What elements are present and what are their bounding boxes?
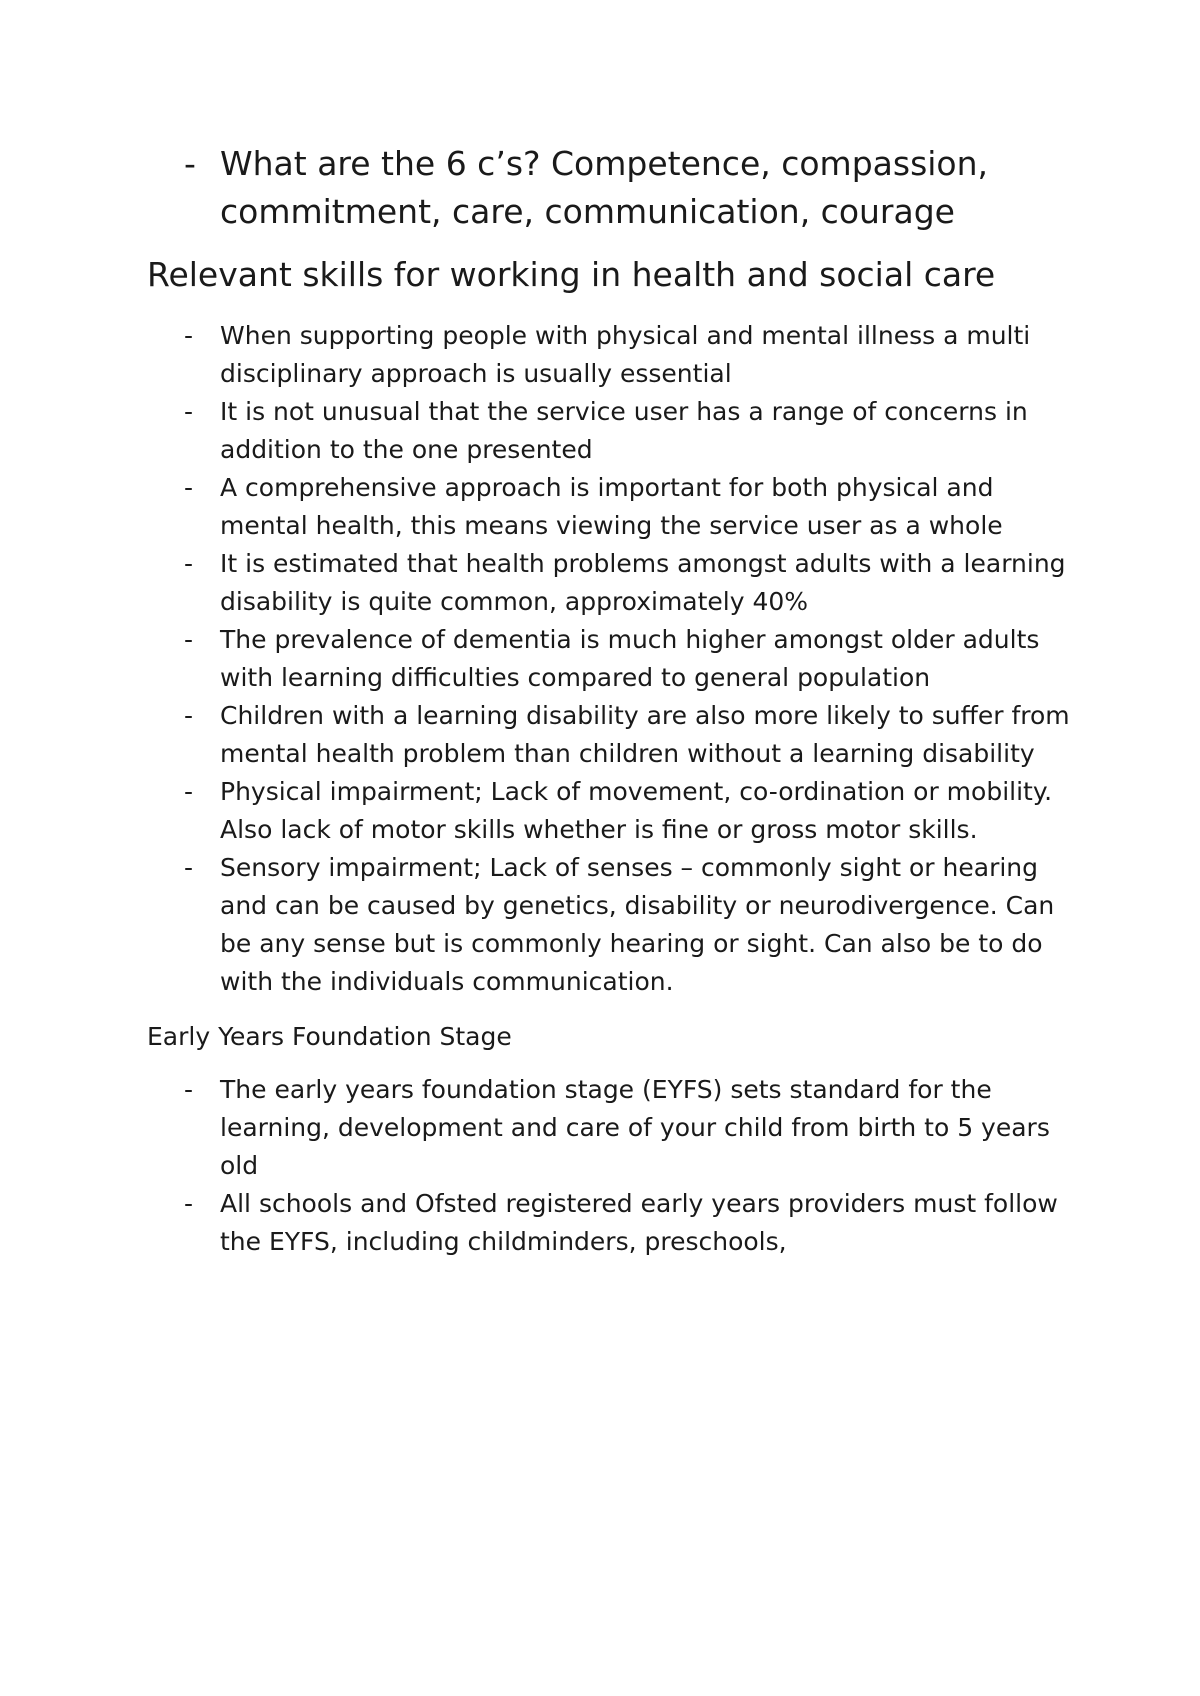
list-item-text: The early years foundation stage (EYFS) sets standard for the learning, development and care of your child from birth to 5 years old <box>220 1075 1050 1180</box>
relevant-skills-list <box>147 317 1077 1001</box>
list-item-text: A comprehensive approach is important for both physical and mental health, this means viewing the service user as a whole <box>220 473 1003 540</box>
dash-bullet: - <box>184 1075 194 1104</box>
dash-bullet: - <box>184 549 194 578</box>
dash-bullet: - <box>184 777 194 806</box>
document-page <box>147 140 1077 1261</box>
list-item <box>147 773 1077 849</box>
list-item <box>147 697 1077 773</box>
list-item <box>147 140 1077 236</box>
list-item-text: Physical impairment; Lack of movement, co-ordination or mobility. Also lack of motor skills whether is fine or gross motor skills. <box>220 777 1053 844</box>
dash-bullet: - <box>184 144 196 183</box>
list-item <box>147 393 1077 469</box>
eyfs-list <box>147 1071 1077 1261</box>
section-heading-relevant-skills: Relevant skills for working in health and social care <box>147 255 996 294</box>
dash-bullet: - <box>184 473 194 502</box>
list-item <box>147 317 1077 393</box>
dash-bullet: - <box>184 321 194 350</box>
list-item-text: All schools and Ofsted registered early years providers must follow the EYFS, including childminders, preschools, <box>220 1189 1058 1256</box>
dash-bullet: - <box>184 625 194 654</box>
list-item-text: When supporting people with physical and mental illness a multi disciplinary approach is usually essential <box>220 321 1031 388</box>
list-item <box>147 545 1077 621</box>
list-item <box>147 469 1077 545</box>
dash-bullet: - <box>184 701 194 730</box>
dash-bullet: - <box>184 853 194 882</box>
list-item <box>147 621 1077 697</box>
list-item <box>147 1185 1077 1261</box>
dash-bullet: - <box>184 1189 194 1218</box>
section-heading-eyfs: Early Years Foundation Stage <box>147 1022 512 1051</box>
list-item-text: Sensory impairment; Lack of senses – commonly sight or hearing and can be caused by genetics, disability or neurodivergence. Can be any sense but is commonly hearing or sight. Can also be to do with the individuals communication. <box>220 853 1055 996</box>
list-item <box>147 849 1077 1001</box>
dash-bullet: - <box>184 397 194 426</box>
intro-list <box>147 140 1077 236</box>
list-item <box>147 1071 1077 1185</box>
list-item-text: It is not unusual that the service user has a range of concerns in addition to the one presented <box>220 397 1028 464</box>
list-item-text: What are the 6 c’s? Competence, compassion, commitment, care, communication, courage <box>220 144 989 231</box>
list-item-text: The prevalence of dementia is much higher amongst older adults with learning difficulties compared to general population <box>220 625 1040 692</box>
list-item-text: Children with a learning disability are also more likely to suffer from mental health problem than children without a learning disability <box>220 701 1070 768</box>
list-item-text: It is estimated that health problems amongst adults with a learning disability is quite common, approximately 40% <box>220 549 1066 616</box>
